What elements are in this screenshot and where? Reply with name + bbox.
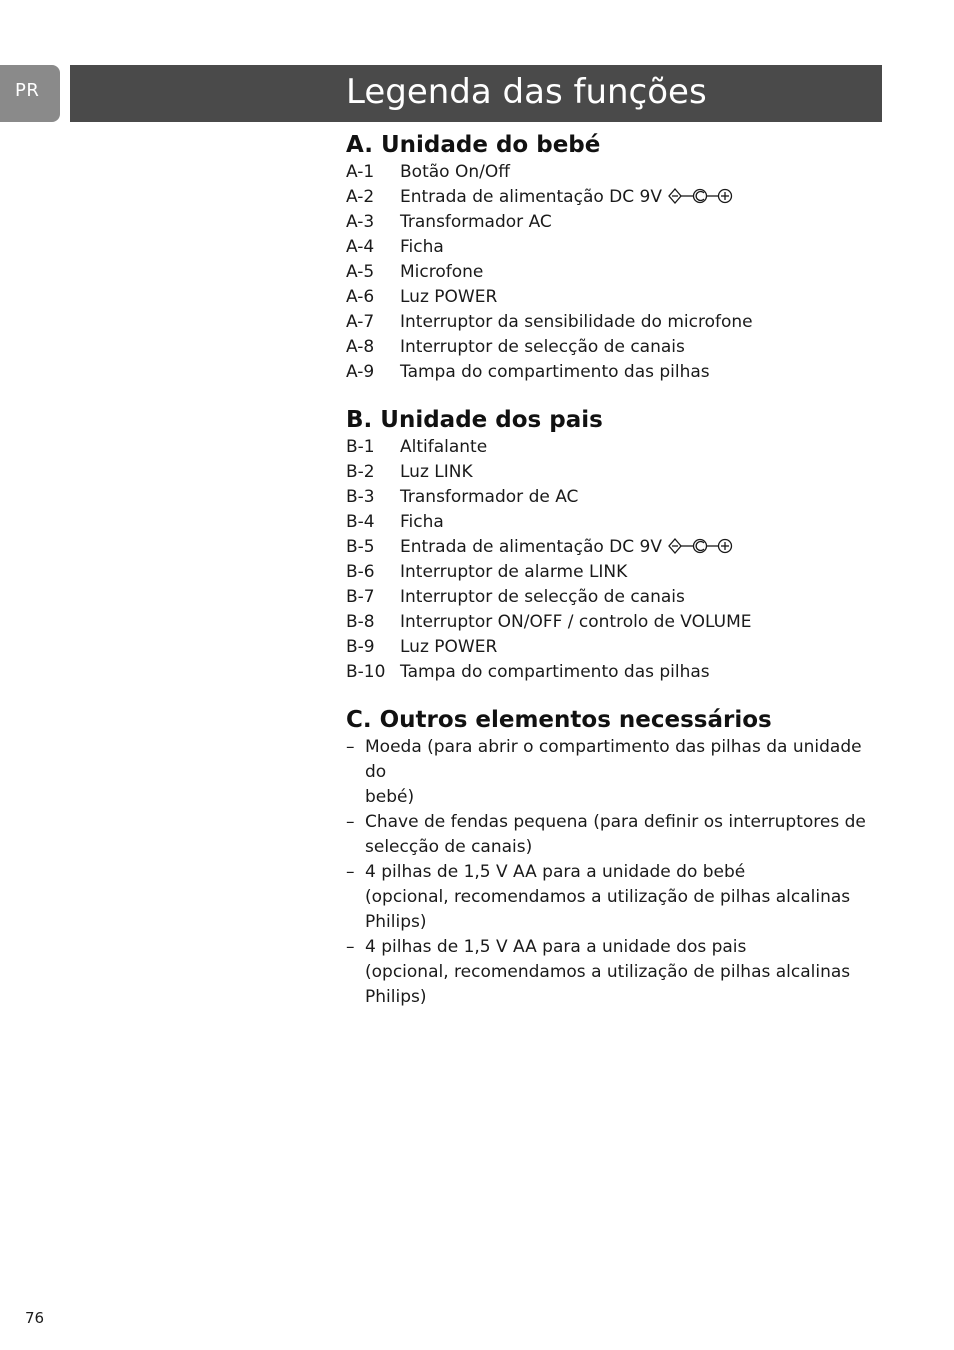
section-heading-baby-unit: A. Unidade do bebé: [346, 132, 601, 158]
list-item: [346, 335, 880, 360]
section-baby-unit: [346, 130, 880, 385]
item-code: B-6: [346, 562, 375, 582]
item-label: Altifalante: [400, 437, 488, 457]
section-parent-unit: [346, 405, 880, 685]
page-number: 76: [25, 1309, 45, 1327]
item-label: Interruptor da sensibilidade do microfone: [400, 312, 753, 332]
item-label: Luz POWER: [400, 637, 498, 657]
item-label: Transformador de AC: [400, 487, 579, 507]
item-code: B-4: [346, 512, 375, 532]
item-label: Luz POWER: [400, 287, 498, 307]
language-tab: [0, 65, 60, 122]
bullet-line: selecção de canais): [365, 837, 533, 857]
list-item: [346, 285, 880, 310]
bullet-line: Philips): [365, 912, 427, 932]
item-label: Botão On/Off: [400, 162, 510, 182]
list-item: [346, 460, 880, 485]
item-code: A-4: [346, 237, 375, 257]
item-label: Microfone: [400, 262, 484, 282]
bullet-line: (opcional, recomendamos a utilização de pilhas alcalinas: [365, 887, 851, 907]
bullet-line: 4 pilhas de 1,5 V AA para a unidade do bebé: [365, 862, 746, 882]
item-label: Tampa do compartimento das pilhas: [400, 662, 710, 682]
item-code: B-1: [346, 437, 375, 457]
list-item: [346, 310, 880, 335]
item-code: A-2: [346, 187, 375, 207]
bullet-line: Moeda (para abrir o compartimento das pilhas da unidade do: [365, 737, 862, 782]
section-heading-parent-unit: B. Unidade dos pais: [346, 407, 603, 433]
item-code: A-6: [346, 287, 375, 307]
page-title: Legenda das funções: [346, 72, 707, 112]
item-label: Ficha: [400, 512, 444, 532]
list-item: [346, 660, 880, 685]
item-code: B-5: [346, 537, 375, 557]
item-code: A-8: [346, 337, 375, 357]
item-label: Tampa do compartimento das pilhas: [400, 362, 710, 382]
list-item: [346, 560, 880, 585]
other-items-list: [346, 735, 880, 1010]
bullet-line: (opcional, recomendamos a utilização de pilhas alcalinas: [365, 962, 851, 982]
bullet-dash: –: [346, 737, 355, 757]
list-item: [346, 635, 880, 660]
list-item: [346, 510, 880, 535]
section-heading-other-items: C. Outros elementos necessários: [346, 707, 772, 733]
bullet-item: [346, 860, 880, 935]
item-code: B-10: [346, 662, 386, 682]
bullet-item: [346, 735, 880, 810]
list-item: [346, 160, 880, 185]
item-label: Transformador AC: [400, 212, 552, 232]
list-item: [346, 185, 880, 210]
item-code: A-1: [346, 162, 375, 182]
language-tab-label: PR: [15, 80, 40, 101]
main-content: [346, 130, 880, 1030]
list-item: [346, 235, 880, 260]
bullet-dash: –: [346, 812, 355, 832]
bullet-dash: –: [346, 937, 355, 957]
item-code: B-7: [346, 587, 375, 607]
item-code: A-5: [346, 262, 375, 282]
list-item: [346, 485, 880, 510]
item-code: B-9: [346, 637, 375, 657]
item-label: Interruptor ON/OFF / controlo de VOLUME: [400, 612, 752, 632]
dc-polarity-icon: [668, 538, 734, 554]
item-label: Interruptor de selecção de canais: [400, 337, 685, 357]
list-item: [346, 260, 880, 285]
bullet-item: [346, 810, 880, 860]
section-other-items: [346, 705, 880, 1010]
list-item: [346, 360, 880, 385]
bullet-line: 4 pilhas de 1,5 V AA para a unidade dos pais: [365, 937, 747, 957]
baby-unit-list: [346, 160, 880, 385]
item-code: B-3: [346, 487, 375, 507]
item-code: A-3: [346, 212, 375, 232]
list-item: [346, 585, 880, 610]
item-label: Entrada de alimentação DC 9V: [400, 187, 662, 207]
list-item: [346, 210, 880, 235]
item-code: B-2: [346, 462, 375, 482]
bullet-dash: –: [346, 862, 355, 882]
item-label: Interruptor de selecção de canais: [400, 587, 685, 607]
list-item: [346, 435, 880, 460]
item-label: Interruptor de alarme LINK: [400, 562, 628, 582]
item-label: Luz LINK: [400, 462, 473, 482]
bullet-line: bebé): [365, 787, 415, 807]
item-code: A-7: [346, 312, 375, 332]
bullet-line: Chave de fendas pequena (para definir os interruptores de: [365, 812, 866, 832]
list-item: [346, 610, 880, 635]
item-code: A-9: [346, 362, 375, 382]
title-bar: [70, 65, 882, 122]
dc-polarity-icon: [668, 188, 734, 204]
bullet-line: Philips): [365, 987, 427, 1007]
list-item: [346, 535, 880, 560]
item-label: Entrada de alimentação DC 9V: [400, 537, 662, 557]
bullet-item: [346, 935, 880, 1010]
item-code: B-8: [346, 612, 375, 632]
parent-unit-list: [346, 435, 880, 685]
item-label: Ficha: [400, 237, 444, 257]
